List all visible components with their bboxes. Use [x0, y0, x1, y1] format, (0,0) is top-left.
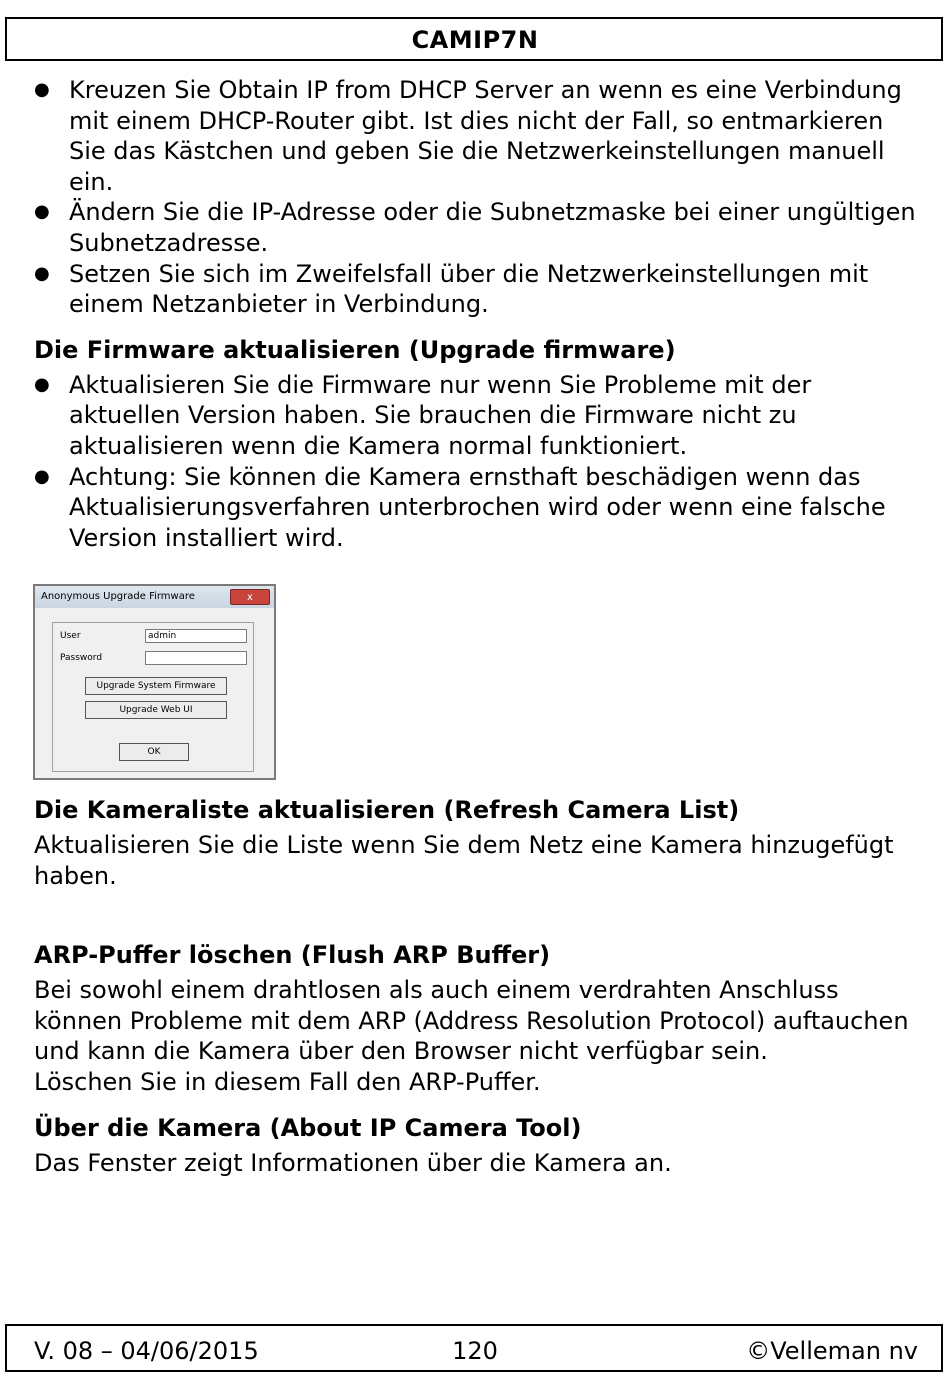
close-button[interactable]: x [230, 589, 270, 605]
footer-page-number: 120 [452, 1337, 498, 1365]
footer-copyright: ©Velleman nv [746, 1337, 918, 1365]
firmware-bullet-list [34, 370, 924, 554]
password-label: Password [60, 653, 103, 663]
bullet-icon: ● [34, 262, 50, 284]
bullet-icon: ● [34, 79, 50, 100]
dialog-group-frame [52, 622, 254, 772]
list-item: ● Setzen Sie sich im Zweifelsfall über die Netzwerkeinstellungen mit einem Netzanbieter in Verbindung. [34, 259, 869, 319]
refresh-heading: Die Kameraliste aktualisieren (Refresh Camera List) [34, 796, 740, 824]
upgrade-firmware-dialog-screenshot [33, 584, 276, 780]
arp-body-2: Löschen Sie in diesem Fall den ARP-Puffer. [34, 1067, 541, 1096]
bullet-icon: ● [34, 201, 50, 223]
list-item: ● Kreuzen Sie Obtain IP from DHCP Server an wenn es eine Verbindung mit einem DHCP-Router gibt. Ist dies nicht der Fall, so entmarkieren Sie das Kästchen und geben Sie die Netzwerkeinstellungen manuell ein. [34, 76, 902, 196]
about-body: Das Fenster zeigt Informationen über die Kamera an. [34, 1148, 672, 1177]
list-item: ● Aktualisieren Sie die Firmware nur wenn Sie Probleme mit der aktuellen Version haben. Sie brauchen die Firmware nicht zu aktualisieren wenn die Kamera normal funktioniert. [34, 370, 812, 460]
upgrade-system-firmware-button[interactable]: Upgrade System Firmware [85, 677, 227, 695]
arp-heading: ARP-Puffer löschen (Flush ARP Buffer) [34, 941, 551, 970]
list-item: ● Ändern Sie die IP-Adresse oder die Subnetzmaske bei einer ungültigen Subnetzadresse. [34, 198, 916, 257]
refresh-body: Aktualisieren Sie die Liste wenn Sie dem Netz eine Kamera hinzugefügt haben. [34, 831, 894, 890]
password-field[interactable] [145, 651, 247, 665]
page-content [34, 75, 924, 553]
lower-content [34, 795, 924, 1178]
user-field[interactable]: admin [145, 629, 247, 643]
dialog-title: Anonymous Upgrade Firmware [41, 591, 195, 602]
dialog-titlebar [35, 586, 274, 608]
user-label: User [60, 631, 81, 641]
upgrade-web-ui-button[interactable]: Upgrade Web UI [85, 701, 227, 719]
page-header-title: CAMIP7N [411, 26, 539, 54]
arp-body: Bei sowohl einem drahtlosen als auch einem verdrahten Anschluss können Probleme mit dem ARP (Address Resolution Protocol) auftauchen und kann die Kamera über den Browser nicht verfügbar sein. [34, 976, 909, 1066]
bullet-icon: ● [34, 465, 50, 487]
bullet-icon: ● [34, 373, 50, 395]
footer-version: V. 08 – 04/06/2015 [34, 1337, 259, 1365]
intro-bullet-list [34, 75, 924, 320]
firmware-heading: Die Firmware aktualisieren (Upgrade firmware) [34, 335, 676, 364]
list-item: ● Achtung: Sie können die Kamera ernsthaft beschädigen wenn das Aktualisierungsverfahren unterbrochen wird oder wenn eine falsche Version installiert wird. [34, 462, 886, 552]
about-heading: Über die Kamera (About IP Camera Tool) [34, 1113, 582, 1142]
ok-button[interactable]: OK [119, 743, 189, 761]
